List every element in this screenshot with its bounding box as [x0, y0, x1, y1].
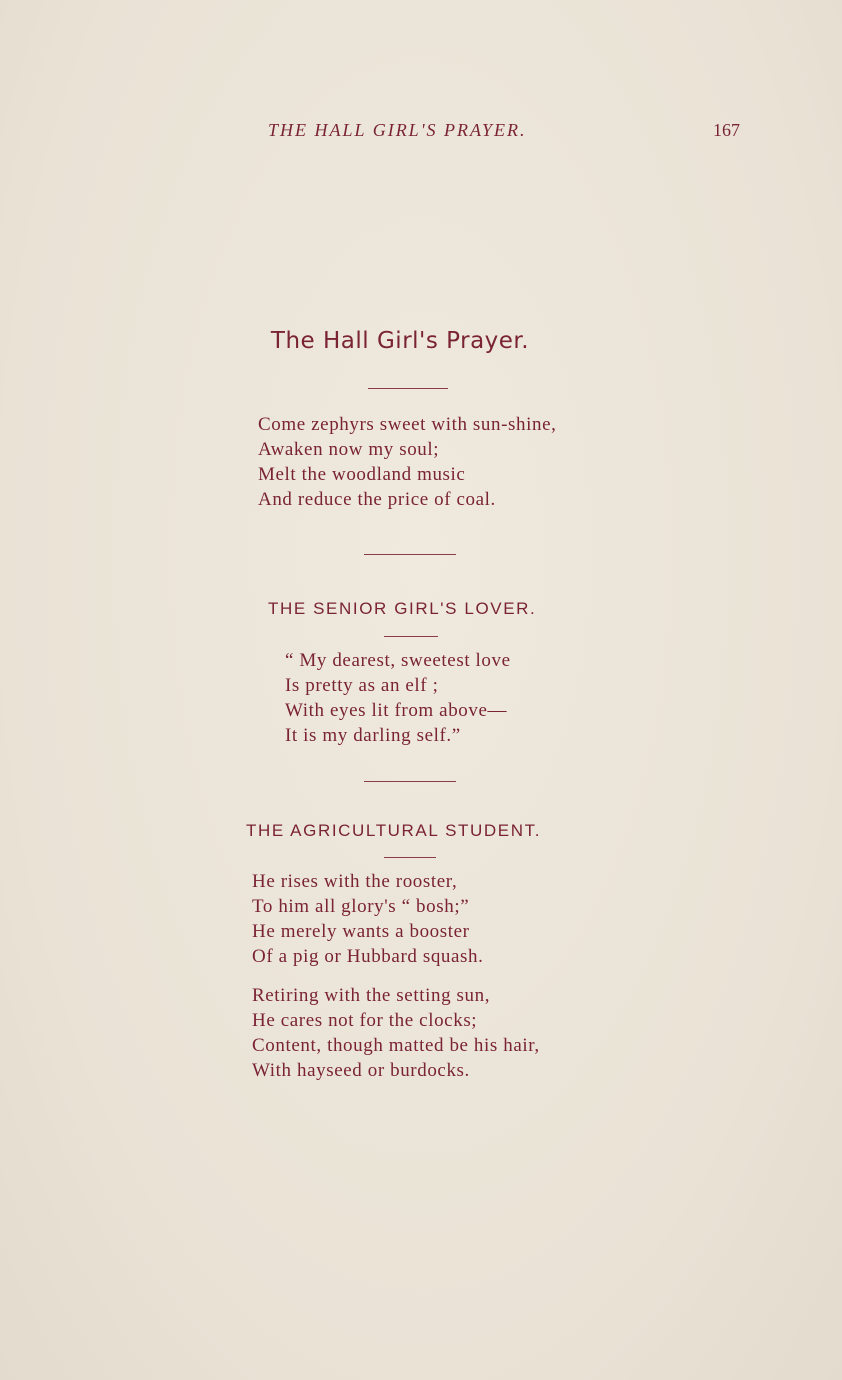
- poem-senior-girls-lover: [285, 648, 511, 748]
- poem-line: With hayseed or burdocks.: [252, 1060, 470, 1081]
- poem-line: With eyes lit from above—: [285, 700, 508, 721]
- poem-line: He cares not for the clocks;: [252, 1010, 478, 1031]
- section-divider: [364, 554, 456, 555]
- running-head: THE HALL GIRL'S PRAYER.: [268, 120, 527, 140]
- poem-line: He merely wants a booster: [252, 921, 470, 942]
- poem-line: It is my darling self.”: [285, 725, 461, 746]
- divider-rule: [384, 857, 436, 858]
- poem-line: “ My dearest, sweetest love: [285, 650, 511, 671]
- poem-line: Of a pig or Hubbard squash.: [252, 946, 484, 967]
- page-number: 167: [713, 120, 740, 140]
- poem-title-agricultural-student: THE AGRICULTURAL STUDENT.: [246, 821, 542, 840]
- poem-title-hall-girls-prayer: The Hall Girl's Prayer.: [270, 328, 530, 354]
- poem-line: Content, though matted be his hair,: [252, 1035, 540, 1056]
- poem-line: He rises with the rooster,: [252, 871, 458, 892]
- poem-title-senior-girls-lover: THE SENIOR GIRL'S LOVER.: [268, 599, 537, 618]
- poem-line: Come zephyrs sweet with sun-shine,: [258, 414, 557, 435]
- poem-line: Is pretty as an elf ;: [285, 675, 439, 696]
- poem-line: To him all glory's “ bosh;”: [252, 896, 470, 917]
- divider-rule: [384, 636, 438, 637]
- poem-line: Melt the woodland music: [258, 464, 466, 485]
- poem-line: Awaken now my soul;: [258, 439, 440, 460]
- section-divider: [364, 781, 456, 782]
- stanza-break: [252, 969, 540, 983]
- poem-line: And reduce the price of coal.: [258, 489, 496, 510]
- poem-hall-girls-prayer: [258, 412, 557, 512]
- poem-agricultural-student: [252, 869, 540, 1083]
- divider-rule: [368, 388, 448, 389]
- poem-line: Retiring with the setting sun,: [252, 985, 491, 1006]
